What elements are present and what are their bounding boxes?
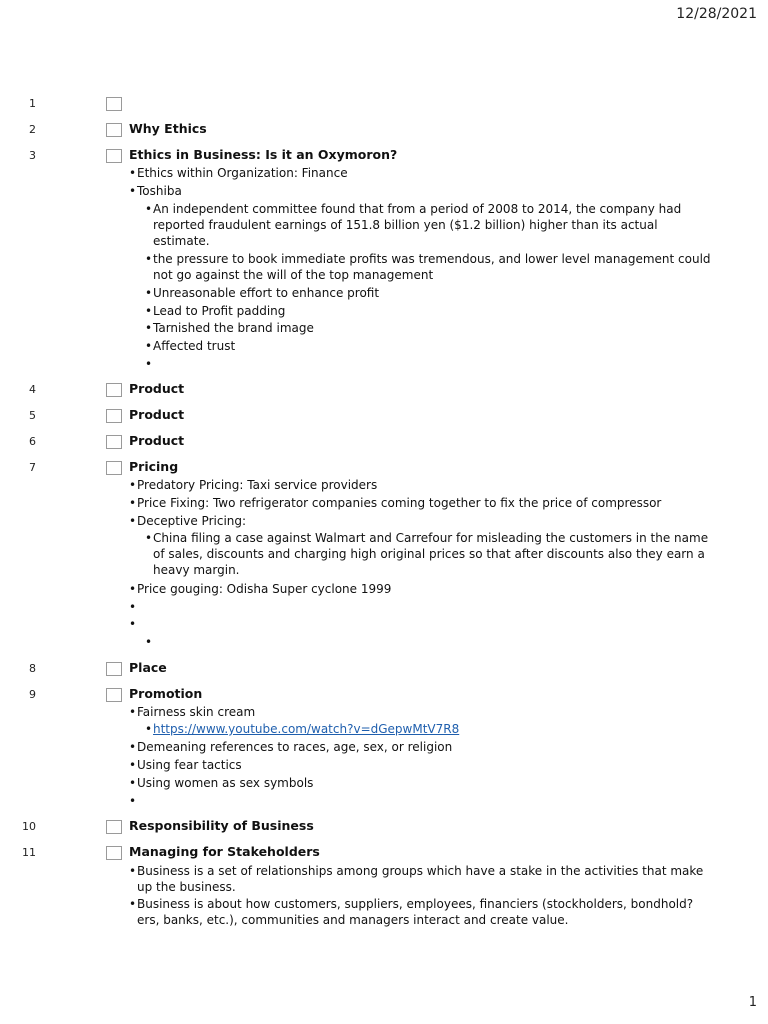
bullet-continuation: heavy margin. <box>153 563 240 577</box>
slide-number: 6 <box>29 435 36 448</box>
slide-title: Managing for Stakeholders <box>129 844 320 859</box>
bullet-continuation: of sales, discounts and charging high original prices so that after discounts also they earn a <box>153 547 705 561</box>
slide-title: Product <box>129 381 185 396</box>
slide-number: 4 <box>29 383 36 396</box>
slide-title: Ethics in Business: Is it an Oxymoron? <box>129 147 398 162</box>
bullet-continuation: up the business. <box>137 880 236 894</box>
slide-entry-2[interactable] <box>0 120 700 140</box>
bullet-item: • Predatory Pricing: Taxi service providers <box>129 478 378 492</box>
slide-thumbnail-icon[interactable] <box>106 123 122 137</box>
slide-title: Why Ethics <box>129 121 207 136</box>
slide-title: Place <box>129 660 167 675</box>
slide-entry-5[interactable] <box>0 406 700 426</box>
slide-number: 7 <box>29 461 36 474</box>
bullet-continuation: estimate. <box>153 234 210 248</box>
slide-number: 8 <box>29 662 36 675</box>
slide-entry-6[interactable] <box>0 432 700 452</box>
slide-number: 11 <box>22 846 36 859</box>
bullet-continuation: ers, banks, etc.), communities and managers interact and create value. <box>137 913 569 927</box>
bullet-item: • Price gouging: Odisha Super cyclone 1999 <box>129 582 392 596</box>
slide-entry-8[interactable] <box>0 659 700 679</box>
bullet-item: • https://www.youtube.com/watch?v=dGepwMtV7R8 <box>145 722 460 736</box>
slide-number: 5 <box>29 409 36 422</box>
bullet-item: • China filing a case against Walmart and Carrefour for misleading the customers in the name <box>145 531 709 545</box>
bullet-item: • Tarnished the brand image <box>145 321 314 335</box>
slide-number: 1 <box>29 97 36 110</box>
bullet-item: • Using fear tactics <box>129 758 242 772</box>
bullet-item: • Demeaning references to races, age, sex, or religion <box>129 740 453 754</box>
slide-entry-4[interactable] <box>0 380 700 400</box>
slide-entry-10[interactable] <box>0 817 700 837</box>
slide-number: 10 <box>22 820 36 833</box>
slide-title: Pricing <box>129 459 179 474</box>
bullet-item: • Affected trust <box>145 339 236 353</box>
slide-thumbnail-icon[interactable] <box>106 662 122 676</box>
bullet-item: • Business is about how customers, suppliers, employees, financiers (stockholders, bondhold? <box>129 897 694 911</box>
slide-thumbnail-icon[interactable] <box>106 383 122 397</box>
bullet-item: • Fairness skin cream <box>129 705 256 719</box>
slide-number: 2 <box>29 123 36 136</box>
slide-number: 9 <box>29 688 36 701</box>
bullet-item: • Toshiba <box>129 184 182 198</box>
bullet-item: • An independent committee found that from a period of 2008 to 2014, the company had <box>145 202 682 216</box>
slide-thumbnail-icon[interactable] <box>106 461 122 475</box>
bullet-item: • the pressure to book immediate profits was tremendous, and lower level management could <box>145 252 711 266</box>
bullet-item: • Lead to Profit padding <box>145 304 286 318</box>
bullet-item: • Deceptive Pricing: <box>129 514 247 528</box>
bullet-item: • Using women as sex symbols <box>129 776 314 790</box>
slide-thumbnail-icon[interactable] <box>106 409 122 423</box>
bullet-item: • Unreasonable effort to enhance profit <box>145 286 380 300</box>
slide-title: Responsibility of Business <box>129 818 314 833</box>
slide-title: Product <box>129 407 185 422</box>
slide-thumbnail-icon[interactable] <box>106 820 122 834</box>
slide-title: Product <box>129 433 185 448</box>
slide-entry-7[interactable] <box>0 458 700 478</box>
slide-title: Promotion <box>129 686 203 701</box>
slide-entry-11[interactable] <box>0 843 700 863</box>
page-number: 1 <box>748 995 757 1010</box>
print-date: 12/28/2021 <box>676 6 757 22</box>
bullet-continuation: not go against the will of the top management <box>153 268 434 282</box>
youtube-link[interactable]: https://www.youtube.com/watch?v=dGepwMtV7R8 <box>153 722 460 736</box>
slide-entry-1[interactable] <box>0 94 700 114</box>
slide-thumbnail-icon[interactable] <box>106 435 122 449</box>
slide-thumbnail-icon[interactable] <box>106 97 122 111</box>
slide-entry-3[interactable] <box>0 146 700 166</box>
slide-thumbnail-icon[interactable] <box>106 846 122 860</box>
bullet-item: • Business is a set of relationships among groups which have a stake in the activities that make <box>129 864 704 878</box>
bullet-item: • Ethics within Organization: Finance <box>129 166 348 180</box>
bullet-item: • Price Fixing: Two refrigerator companies coming together to fix the price of compressor <box>129 496 662 510</box>
slide-number: 3 <box>29 149 36 162</box>
slide-entry-9[interactable] <box>0 685 700 705</box>
bullet-continuation: reported fraudulent earnings of 151.8 billion yen ($1.2 billion) higher than its actual <box>153 218 658 232</box>
slide-thumbnail-icon[interactable] <box>106 149 122 163</box>
slide-thumbnail-icon[interactable] <box>106 688 122 702</box>
